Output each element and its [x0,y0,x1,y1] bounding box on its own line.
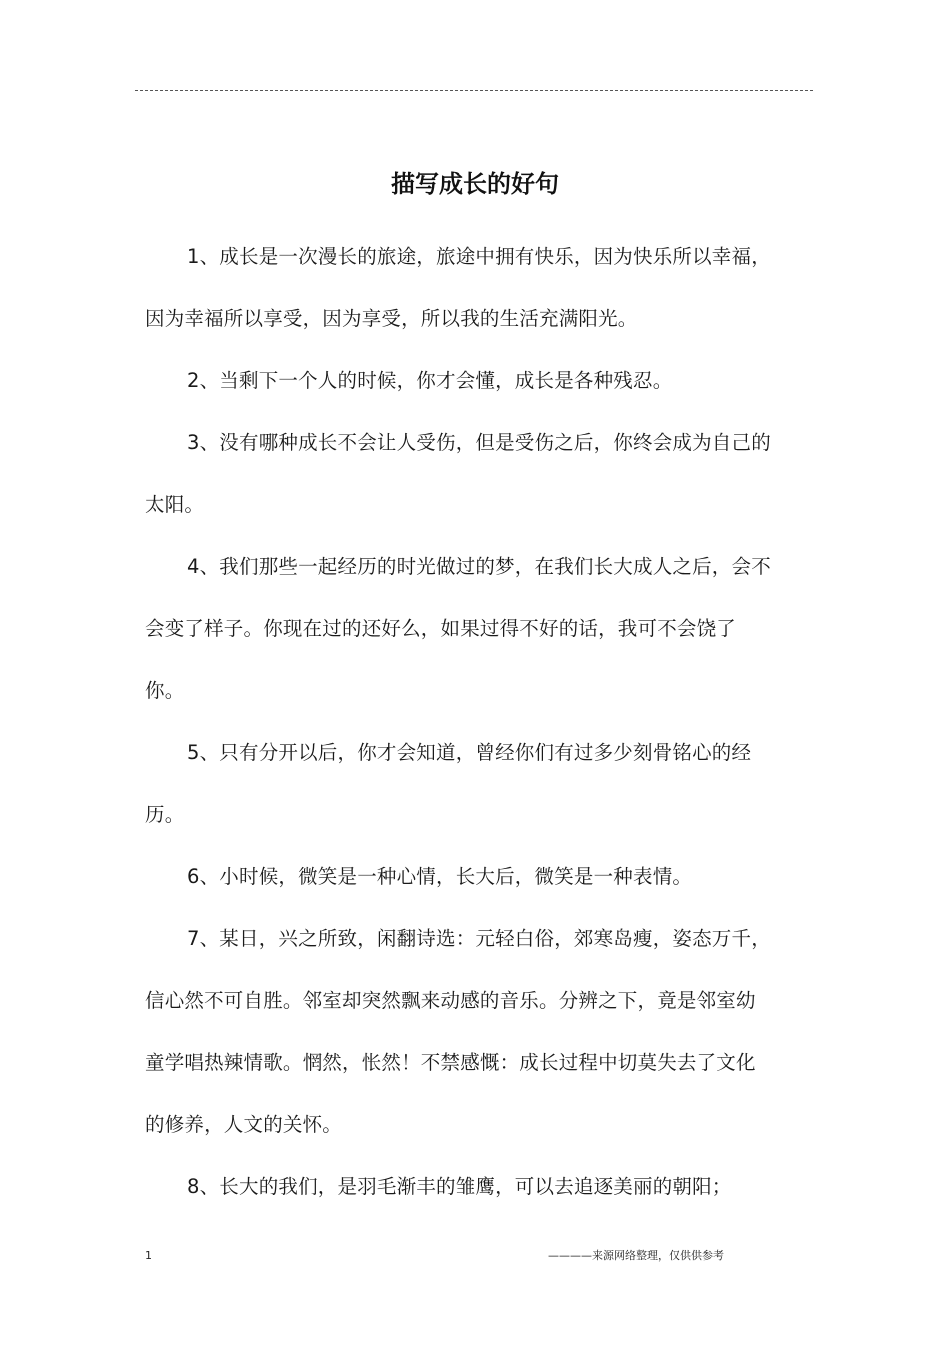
paragraph-8: 8、长大的我们，是羽毛渐丰的雏鹰，可以去追逐美丽的朝阳； [187,1175,732,1198]
source-note: ————来源网络整理，仅供供参考 [548,1249,724,1262]
page-number: 1 [145,1249,152,1262]
paragraph-3: 3、没有哪种成长不会让人受伤，但是受伤之后，你终会成为自己的太阳。 [145,431,771,516]
paragraph-1: 1、成长是一次漫长的旅途，旅途中拥有快乐，因为快乐所以幸福，因为幸福所以享受，因为享受，所以我的生活充满阳光。 [145,245,771,330]
paragraph-4: 4、我们那些一起经历的时光做过的梦，在我们长大成人之后，会不会变了样子。你现在过的还好么，如果过得不好的话，我可不会饶了你。 [145,555,771,702]
paragraph-7: 7、某日，兴之所致，闲翻诗选：元轻白俗，郊寒岛瘦，姿态万千，信心然不可自胜。邻室却突然飘来动感的音乐。分辨之下，竟是邻室幼童学唱热辣情歌。惘然，怅然！不禁感慨：成长过程中切莫失去了文化的修养，人文的关怀。 [145,927,771,1136]
paragraph-2: 2、当剩下一个人的时候，你才会懂，成长是各种残忍。 [187,369,673,392]
paragraph-6: 6、小时候，微笑是一种心情，长大后，微笑是一种表情。 [187,865,693,888]
paragraph-5: 5、只有分开以后，你才会知道，曾经你们有过多少刻骨铭心的经历。 [145,741,752,826]
header-rule [135,90,813,91]
document-body [145,226,773,1218]
page-title: 描写成长的好句 [391,169,559,199]
